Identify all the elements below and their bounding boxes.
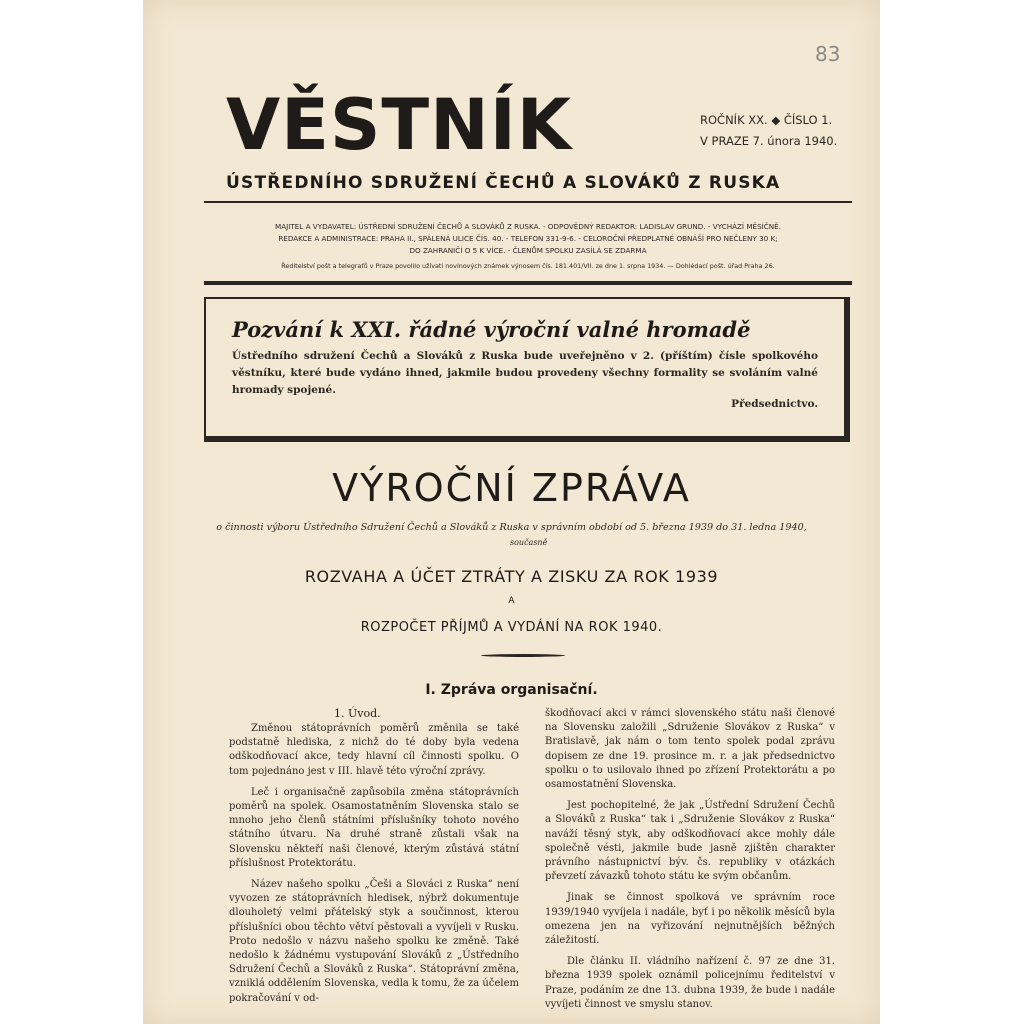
invitation-signature: Předsednictvo. (731, 398, 818, 410)
masthead-title: VĚSTNÍK (226, 84, 573, 166)
paragraph: Leč i organisačně zapůsobila změna státoprávních poměrů na spolek. Osamostatněním Slovenska stalo se mnoho jeho členů státními příslušníky tohoto nového státního útvaru. Na druhé straně zůstali však na Slovensku někteří naši členové, kterým zůstává státní příslušnost Protektorátu. (229, 786, 519, 869)
subscription-line: DO ZAHRANIČÍ O 5 K VÍCE. - ČLENŮM SPOLKU ZASÍLÁ SE ZDARMA (409, 246, 647, 255)
postal-permit-line: Ředitelství pošt a telegrafů v Praze povolilo užívati novinových známek výnosem čís. 181.401/VII. ze dne 1. srpna 1934. — Dohlédací pošt. úřad Praha 26. (281, 262, 775, 270)
issue-volume-number: ROČNÍK XX. ◆ ČÍSLO 1. (700, 113, 833, 127)
report-soucasne: současně (510, 538, 548, 547)
section-heading: I. Zpráva organisační. (425, 682, 598, 698)
right-column (545, 707, 835, 1019)
pencil-annotation: 83 (815, 42, 841, 66)
paragraph: Jinak se činnost spolková ve správním roce 1939/1940 vyvíjela i nadále, byť i po několik měsíců byla omezena jen na vyřizování nejnutnějších běžných záležitostí. (545, 892, 835, 947)
issue-info (700, 110, 860, 152)
report-subtitle: o činnosti výboru Ústředního Sdružení Čechů a Slováků z Ruska v správním období od 5. března 1939 do 31. ledna 1940, (216, 522, 807, 533)
paragraph: škodňovací akci v rámci slovenského státu naši členové na Slovensku založili „Sdruženie Slovákov z Ruska“ v Bratislavě, jak nám o tom tento spolek podal zprávu dopisem ze dne 19. prosince m. r. a jak předsednictvo spolku o to usilovalo ihned po zřízení Protektorátu a po osamostatnění Slovenska. (545, 708, 835, 791)
budget-heading: ROZPOČET PŘÍJMŮ A VYDÁNÍ NA ROK 1940. (360, 620, 663, 635)
report-title: VÝROČNÍ ZPRÁVA (332, 466, 691, 510)
conjunction-a: A (508, 596, 515, 606)
publisher-line: MAJITEL A VYDAVATEL: ÚSTŘEDNÍ SDRUŽENÍ ČECHŮ A SLOVÁKŮ Z RUSKA. - ODPOVĚDNÝ REDAKTOR: LADISLAV GRUND. - VYCHÁZÍ MĚSÍČNĚ. (275, 222, 781, 231)
masthead-subtitle: ÚSTŘEDNÍHO SDRUŽENÍ ČECHŮ A SLOVÁKŮ Z RUSKA (226, 173, 781, 193)
administration-line: REDAKCE A ADMINISTRACE: PRAHA II., SPÁLENÁ ULICE ČÍS. 40. - TELEFON 331-9-6. - CELOROČNÍ PŘEDPLATNÉ OBNÁŠÍ PRO NEČLENY 30 K; (278, 234, 778, 243)
ornament-divider (481, 654, 565, 657)
invitation-heading: Pozvání k XXI. řádné výroční valné hromadě (232, 317, 751, 342)
issue-date: V PRAZE 7. února 1940. (700, 134, 838, 148)
invitation-body: Ústředního sdružení Čechů a Slováků z Ruska bude uveřejněno v 2. (příštím) čísle spolkového věstníku, které bude vydáno ihned, jakmile budou provedeny všechny formality se svoláním valné hromady spojené. (232, 350, 818, 396)
paragraph: Název našeho spolku „Češi a Slováci z Ruska“ není vyvozen ze státoprávních hledisek, nýbrž dokumentuje dlouholetý velmi přátelský styk a součinnost, kterou příslušníci obou těchto větví pěstovali a vyvíjeli v Rusku. Proto nedošlo v názvu našeho spolku ke změně. Také nedošlo k žádnému vystupování Slováků z „Ústředního Sdružení Čechů a Slováků z Ruska“. Státoprávní změna, vzniklá oddělením Slovenska, vedla k tomu, že za účelem pokračování v od- (229, 879, 519, 1004)
publisher-info-box (204, 201, 852, 285)
paragraph: Jest pochopitelné, že jak „Ústřední Sdružení Čechů a Slováků z Ruska“ tak i „Sdruženie Slovákov z Ruska“ naváží těsný styk, aby odškodňovací akce mohly dále společně vésti, jakmile bude jasně zjištěn charakter právního nástupnictví býv. čs. republiky v otázkách převzetí závazků tohoto státu ke svým občanům. (545, 800, 835, 883)
invitation-box (204, 297, 850, 442)
paragraph: Změnou státoprávních poměrů změnila se také podstatně hlediska, z nichž do té doby byla vedena odškodňovací akce, tedy hlavní cíl činnosti spolku. O tom pojednáno jest v III. hlavě této výroční zprávy. (229, 723, 519, 777)
balance-heading: ROZVAHA A ÚČET ZTRÁTY A ZISKU ZA ROK 1939 (304, 567, 719, 586)
paragraph: Dle článku II. vládního nařízení č. 97 ze dne 31. března 1939 spolek oznámil policejnímu ředitelství v Praze, podáním ze dne 13. dubna 1939, že bude i nadále vyvíjeti činnost ve smyslu stanov. (545, 956, 835, 1010)
left-column (229, 722, 519, 1013)
subsection-heading: 1. Úvod. (334, 707, 381, 720)
